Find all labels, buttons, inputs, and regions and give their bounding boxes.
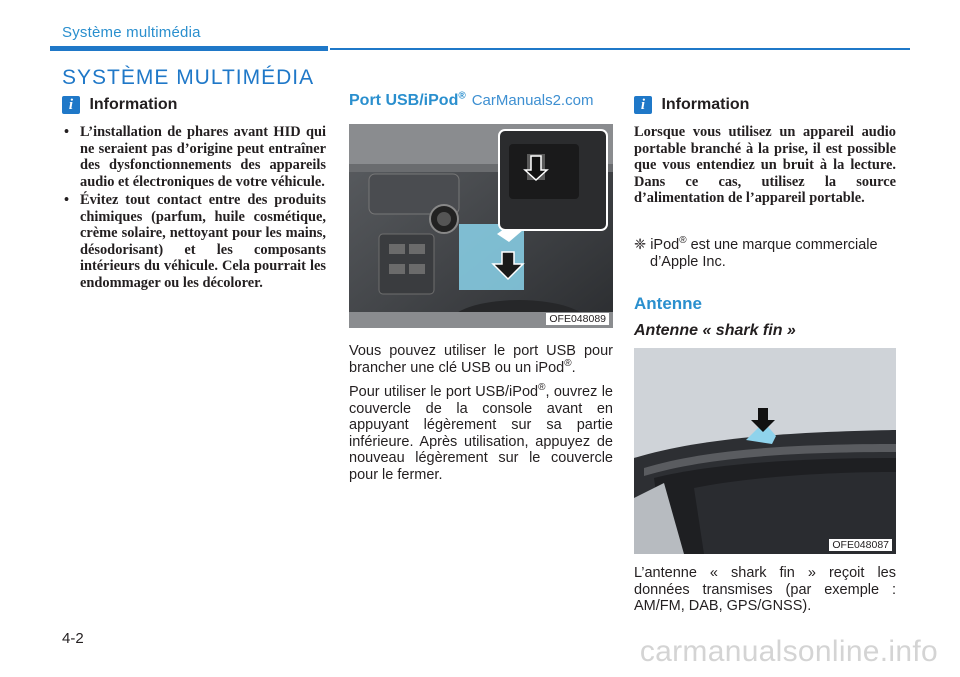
info-box-left <box>62 96 177 114</box>
text-run: iPod <box>650 237 680 253</box>
photo-code: OFE048087 <box>829 539 892 551</box>
page-title: SYSTÈME MULTIMÉDIA <box>62 66 315 89</box>
info-box-right <box>634 96 749 114</box>
text-run: Vous pouvez utiliser le port USB pour brancher une clé USB ou un iPod <box>349 343 613 376</box>
header-rule-thick <box>50 46 328 51</box>
site-watermark: carmanualsonline.info <box>639 635 938 668</box>
console-illustration <box>349 124 613 328</box>
text-run: Pour utiliser le port USB/iPod <box>349 384 539 400</box>
info-icon: i <box>62 96 80 114</box>
antenna-photo <box>634 348 896 554</box>
registered-mark: ® <box>538 382 546 394</box>
paragraph <box>349 343 613 376</box>
text-run: , ouvrez le couvercle de la console avant en appuyant légèrement sur sa partie inférieure. Après utilisation, appuyez de nouveau légèrement sur le couvercle pour le fermer. <box>349 384 613 483</box>
list-item: • Évitez tout contact entre des produits chimiques (parfum, huile cosmétique, crème solaire, nettoyant pour les mains, désodorisant) et les composants intérieurs du véhicule. Cela pourrait les endommager ou les décolorer. <box>64 192 326 291</box>
list-item: • L’installation de phares avant HID qui ne seraient pas d’origine peut entraîner des dysfonctionnements des appareils audio et électroniques de votre véhicule. <box>64 124 326 190</box>
text-run: . <box>571 359 576 376</box>
trademark-note <box>634 237 898 270</box>
info-icon: i <box>634 96 652 114</box>
note-symbol: ❈ <box>634 237 647 253</box>
info-title: Information <box>661 96 750 113</box>
car-roof-illustration <box>634 348 896 554</box>
info-title: Information <box>89 96 178 113</box>
antenna-subheading: Antenne « shark fin » <box>634 322 796 339</box>
info-text: Lorsque vous utilisez un appareil audio portable branché à la prise, il est possible que vous entendiez un bruit à la lecture. Dans ce cas, utilisez la source d’alimentation de l’appareil portable. <box>634 124 896 206</box>
paragraph <box>349 384 613 483</box>
header-rule-thin <box>330 48 910 50</box>
info-bullet-list <box>64 124 326 293</box>
registered-mark: ® <box>679 235 687 247</box>
antenna-body-text: L’antenne « shark fin » reçoit les données transmises (par exemple : AM/FM, DAB, GPS/GNSS). <box>634 565 896 614</box>
registered-mark: ® <box>564 357 572 369</box>
text-run: est une marque commerciale d’Apple Inc. <box>650 237 878 270</box>
console-photo <box>349 124 613 328</box>
registered-mark: ® <box>458 90 466 102</box>
usb-section-heading <box>349 92 593 110</box>
section-header: Système multimédia <box>62 24 201 41</box>
watermark: CarManuals2.com <box>471 92 594 109</box>
antenna-heading: Antenne <box>634 294 702 313</box>
page-number: 4-2 <box>62 630 84 647</box>
usb-body-text <box>349 343 613 491</box>
section-title: Port USB/iPod <box>349 92 459 109</box>
photo-code: OFE048089 <box>546 313 609 325</box>
